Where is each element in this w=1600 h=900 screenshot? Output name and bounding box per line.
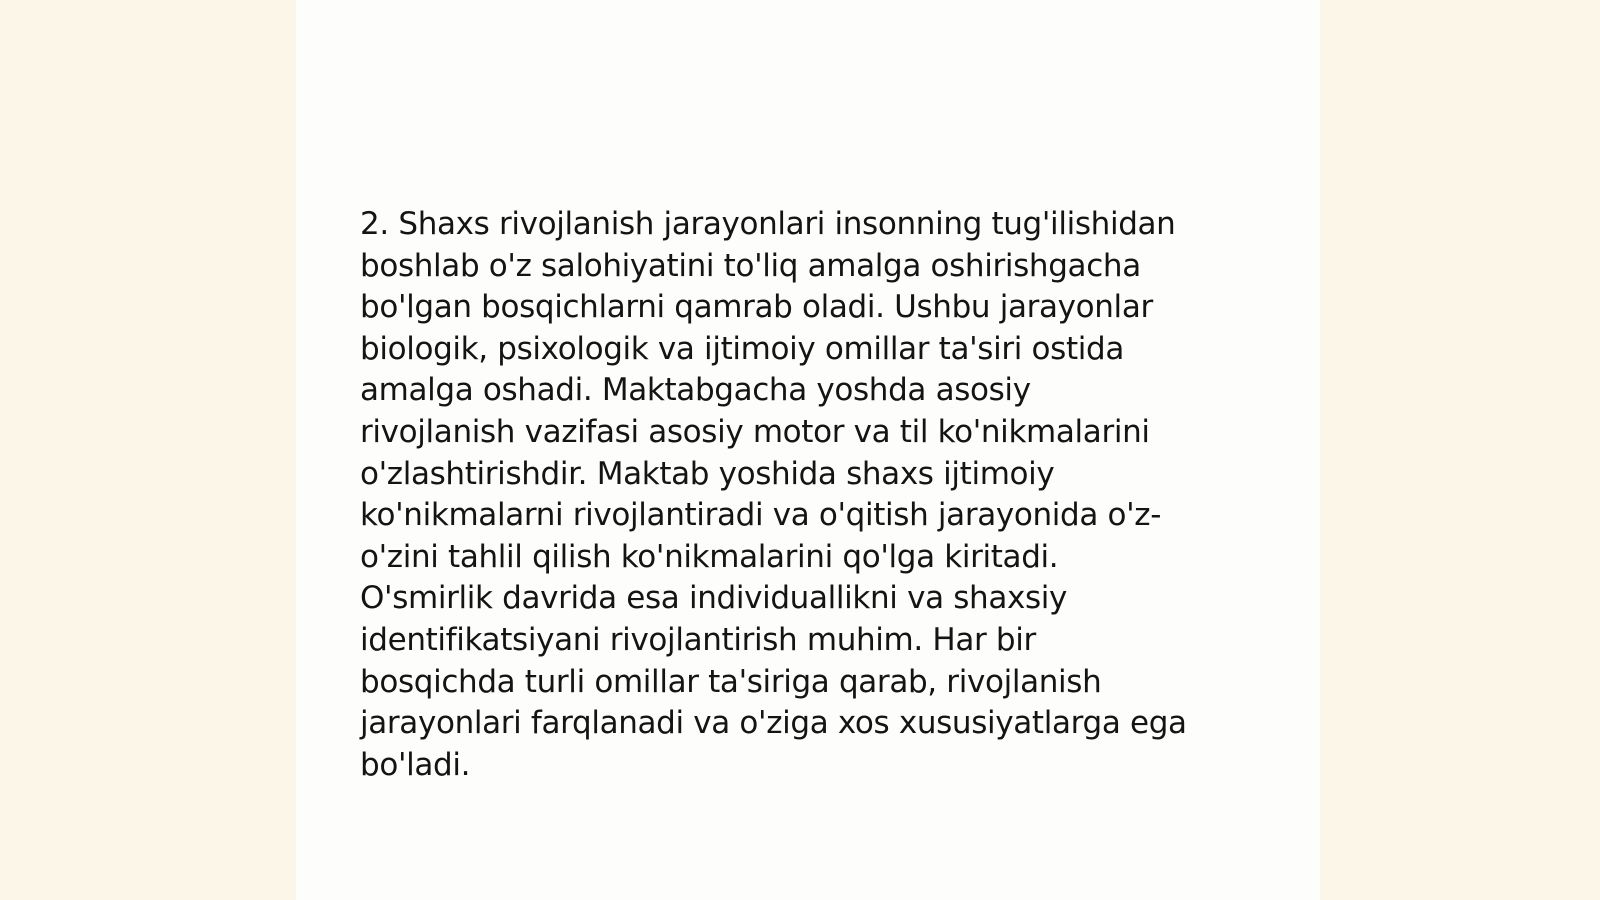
- paragraph-line: boshlab o'z salohiyatini to'liq amalga oshirishgacha: [360, 247, 1141, 284]
- paragraph-line: ko'nikmalarni rivojlantiradi va o'qitish jarayonida o'z-: [360, 497, 1162, 534]
- paragraph-line: rivojlanish vazifasi asosiy motor va til ko'nikmalarini: [360, 413, 1150, 450]
- paragraph-line: bo'lgan bosqichlarni qamrab oladi. Ushbu jarayonlar: [360, 289, 1153, 326]
- slide-canvas: [296, 0, 1320, 900]
- paragraph-line: O'smirlik davrida esa individuallikni va shaxsiy: [360, 580, 1068, 617]
- paragraph-line: bo'ladi.: [360, 746, 471, 783]
- slide-body-paragraph: [360, 204, 1240, 786]
- paragraph-line: biologik, psixologik va ijtimoiy omillar ta'siri ostida: [360, 330, 1124, 367]
- paragraph-line: o'zlashtirishdir. Maktab yoshida shaxs ijtimoiy: [360, 455, 1055, 492]
- paragraph-line: amalga oshadi. Maktabgacha yoshda asosiy: [360, 372, 1031, 409]
- paragraph-line: jarayonlari farqlanadi va o'ziga xos xususiyatlarga ega: [360, 705, 1187, 742]
- paragraph-line: o'zini tahlil qilish ko'nikmalarini qo'lga kiritadi.: [360, 538, 1059, 575]
- paragraph-line: 2. Shaxs rivojlanish jarayonlari insonning tug'ilishidan: [360, 206, 1176, 242]
- paragraph-line: identifikatsiyani rivojlantirish muhim. Har bir: [360, 621, 1036, 658]
- paragraph-line: bosqichda turli omillar ta'siriga qarab, rivojlanish: [360, 663, 1102, 700]
